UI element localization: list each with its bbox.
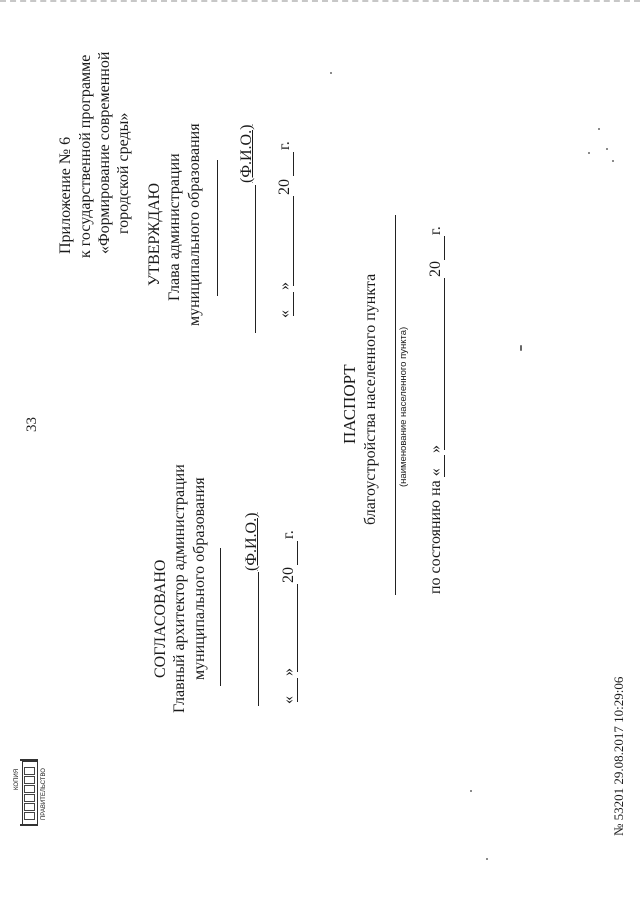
passport-caption: (наименование населенного пункта) bbox=[398, 326, 409, 487]
passport-month-line bbox=[444, 278, 445, 450]
agreed-year-suffix: г. bbox=[280, 530, 297, 539]
registration-number: № 53201 29.08.2017 10:29:06 bbox=[611, 676, 626, 836]
approve-heading: УТВЕРЖДАЮ bbox=[146, 182, 163, 286]
stamp-text-government: ПРАВИТЕЛЬСТВО bbox=[41, 768, 47, 820]
stamp-text-copy: КОПИЯ bbox=[14, 768, 20, 790]
passport-year: 20 bbox=[427, 261, 444, 277]
agreed-line-architect: Главный архитектор администрации bbox=[171, 464, 188, 713]
approve-sign-line-top bbox=[217, 160, 218, 296]
passport-day-line bbox=[444, 455, 445, 477]
approve-day-line bbox=[293, 292, 294, 316]
agreed-year-line bbox=[297, 541, 298, 565]
registration-stamp bbox=[18, 755, 40, 827]
stamp-bar bbox=[20, 824, 38, 826]
stamp-cell bbox=[24, 794, 35, 802]
stamp-cell bbox=[24, 767, 35, 775]
agreed-fio: (Ф.И.О.) bbox=[243, 512, 260, 571]
scan-speck bbox=[612, 160, 614, 162]
scan-speck bbox=[606, 148, 608, 150]
stamp-cell bbox=[24, 776, 35, 784]
appendix-line-program: к государственной программе bbox=[77, 54, 94, 258]
appendix-title: Приложение № 6 bbox=[57, 136, 74, 254]
stamp-cell bbox=[24, 803, 35, 811]
scan-speck bbox=[588, 152, 590, 154]
agreed-date-open: « bbox=[280, 696, 297, 704]
scan-speck bbox=[330, 72, 332, 74]
passport-year-suffix: г. bbox=[427, 226, 444, 235]
passport-status-close: » bbox=[427, 445, 444, 453]
approve-year-suffix: г. bbox=[276, 141, 293, 150]
passport-status-prefix: по состоянию на « bbox=[427, 468, 444, 594]
scan-speck bbox=[486, 858, 488, 860]
approve-date-close: » bbox=[276, 282, 293, 290]
stamp-cell bbox=[24, 812, 35, 820]
scan-speck bbox=[520, 345, 522, 351]
scan-speck bbox=[598, 128, 600, 130]
appendix-line-environment: городской среды» bbox=[115, 112, 132, 234]
passport-year-line bbox=[444, 236, 445, 260]
approve-date-open: « bbox=[276, 310, 293, 318]
agreed-heading: СОГЛАСОВАНО bbox=[152, 559, 169, 678]
scan-edge bbox=[0, 0, 640, 10]
appendix-line-formation: «Формирование современной bbox=[96, 51, 113, 254]
passport-name-line bbox=[395, 215, 396, 595]
approve-year: 20 bbox=[276, 179, 293, 195]
scan-speck bbox=[470, 790, 472, 792]
passport-title: ПАСПОРТ bbox=[340, 364, 359, 444]
approve-line-head: Глава администрации bbox=[166, 153, 183, 301]
approve-month-line bbox=[293, 196, 294, 286]
stamp-cell bbox=[24, 785, 35, 793]
page-number: 33 bbox=[24, 417, 40, 432]
approve-year-line bbox=[293, 152, 294, 176]
agreed-sign-line-top bbox=[220, 548, 221, 686]
approve-fio: (Ф.И.О.) bbox=[238, 124, 255, 183]
agreed-line-municipal: муниципального образования bbox=[191, 477, 208, 680]
passport-subtitle: благоустройства населенного пункта bbox=[362, 273, 379, 525]
agreed-day-line bbox=[297, 678, 298, 702]
agreed-date-close: » bbox=[280, 668, 297, 676]
approve-sign-line bbox=[255, 185, 256, 333]
approve-line-municipal: муниципального образования bbox=[186, 123, 203, 326]
agreed-month-line bbox=[297, 584, 298, 672]
agreed-sign-line bbox=[258, 572, 259, 706]
agreed-year: 20 bbox=[280, 567, 297, 583]
stamp-bar bbox=[20, 759, 38, 761]
